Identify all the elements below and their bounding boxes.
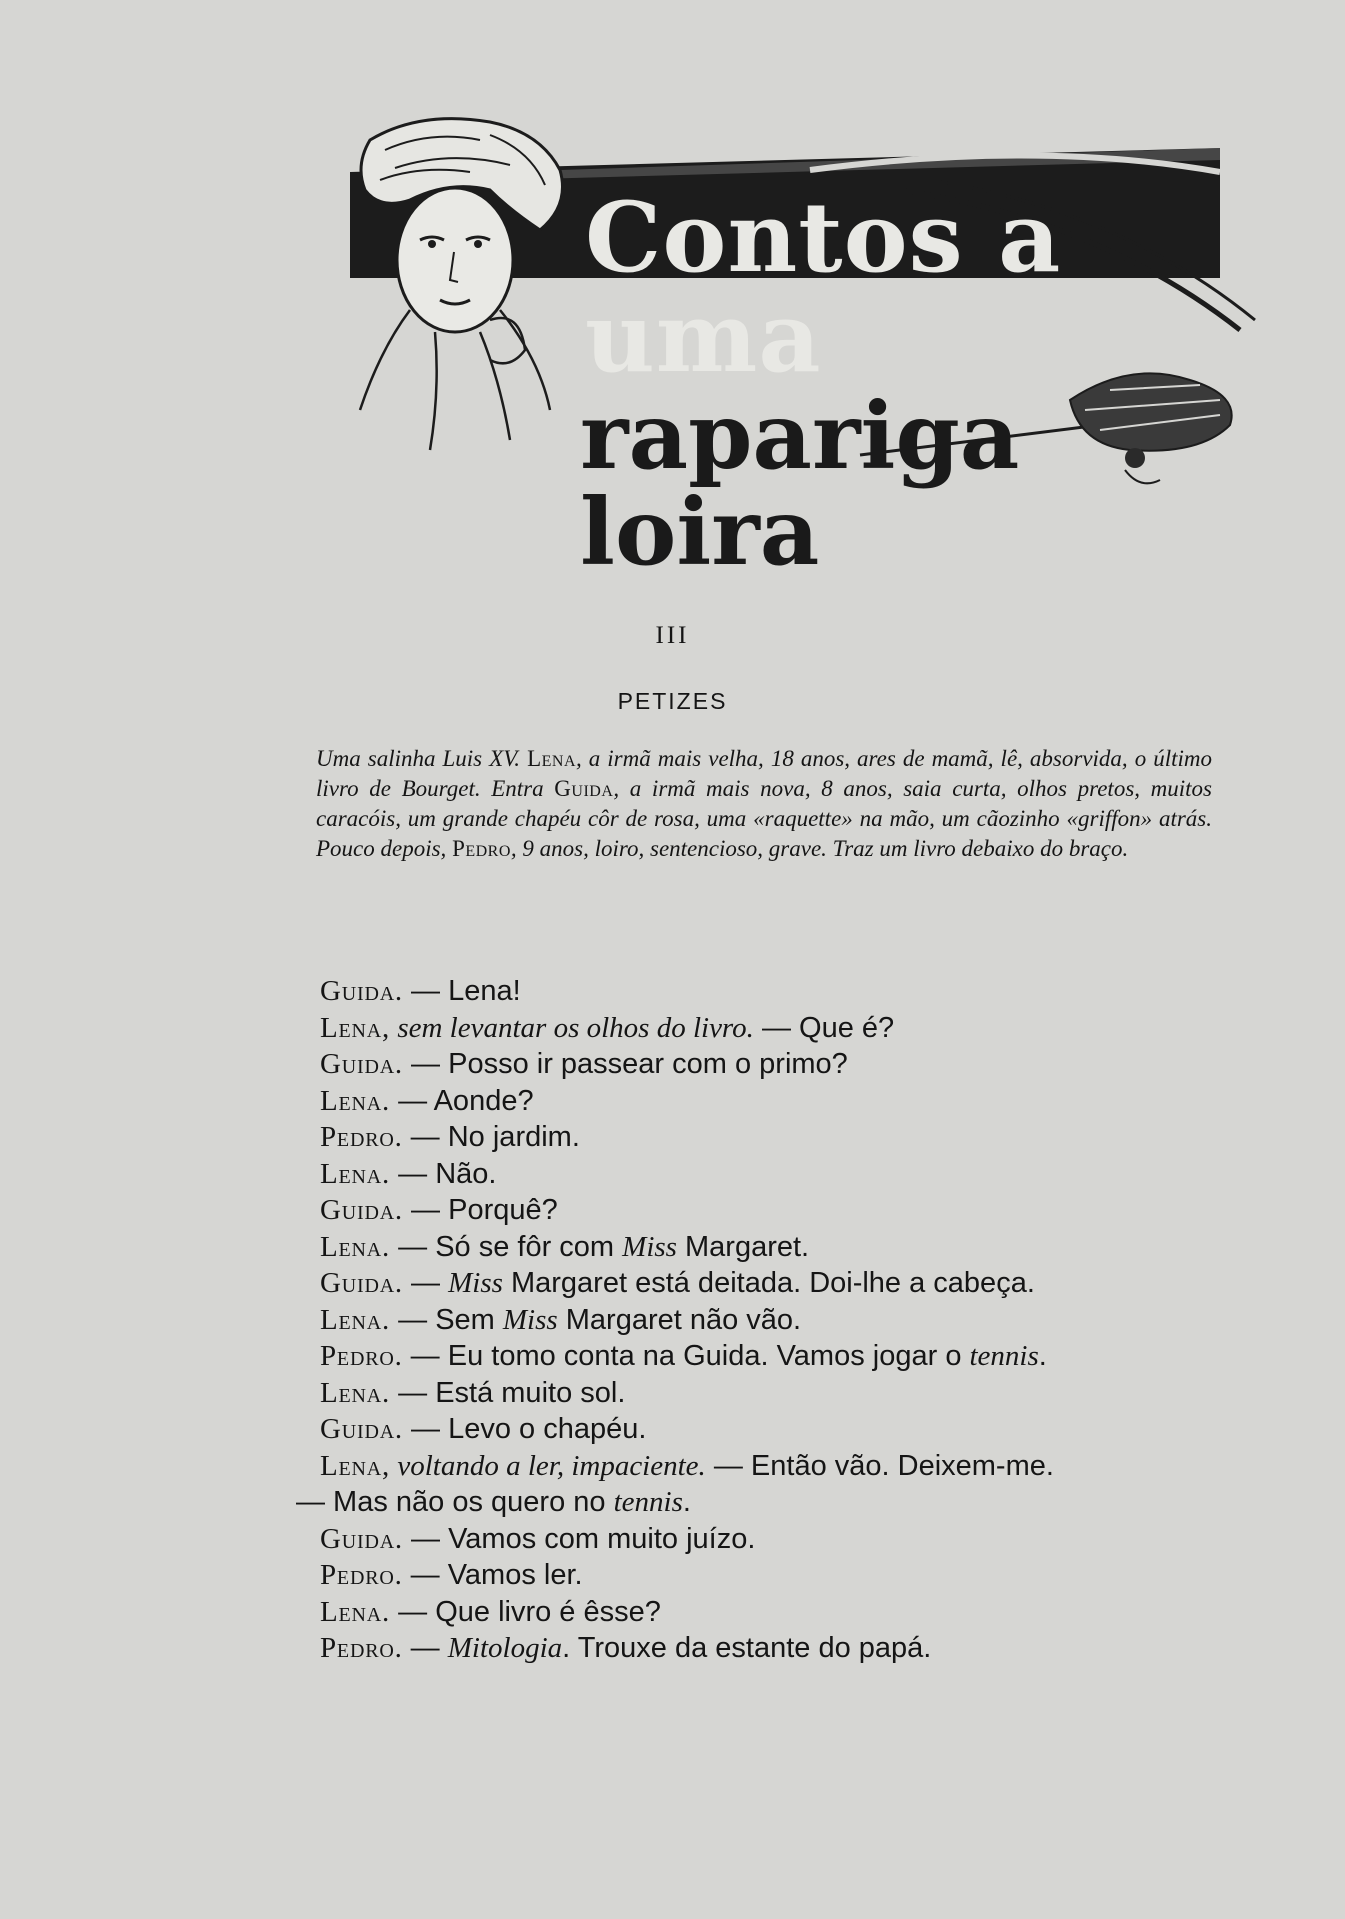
speaker-name: Pedro. — [320, 1632, 403, 1664]
speech-text: — Sem — [390, 1303, 503, 1336]
dialogue-line — [320, 1302, 1220, 1339]
dialogue-line — [320, 1448, 1220, 1485]
speech-text: . Trouxe da estante do papá. — [562, 1632, 932, 1664]
speaker-name: Pedro. — [320, 1340, 403, 1372]
chapter-title: PETIZES — [617, 688, 728, 714]
character-lena: Lena — [527, 746, 576, 771]
speaker-name: Lena, — [320, 1449, 391, 1482]
speech-text: — Posso ir passear com o primo? — [402, 1048, 848, 1080]
speech-text: — Que é? — [753, 1011, 895, 1044]
title-line-2: rapariga loira — [580, 382, 1020, 586]
speech-text: . — [682, 1486, 691, 1518]
speaker-name: Lena. — [320, 1230, 391, 1263]
speech-text: Miss — [502, 1303, 558, 1336]
speech-text: Margaret não vão. — [557, 1303, 802, 1336]
dialogue-line — [320, 1119, 1220, 1156]
speech-text: tennis — [969, 1340, 1039, 1372]
dialogue-line — [320, 1630, 1220, 1667]
dialogue-line — [320, 1229, 1220, 1266]
speech-text: — — [402, 1267, 449, 1299]
dialogue-line — [320, 1338, 1220, 1375]
speech-text: — Eu tomo conta na Guida. Vamos jogar o — [402, 1340, 970, 1372]
speech-text: — Levo o chapéu. — [402, 1413, 647, 1445]
dialogue-line — [320, 1192, 1220, 1229]
speaker-name: Guida. — [320, 1413, 403, 1445]
speech-text: — Vamos ler. — [402, 1559, 583, 1591]
girl-portrait — [360, 119, 563, 450]
dialogue-line — [320, 973, 1220, 1010]
speaker-name: Lena. — [320, 1376, 391, 1409]
speech-text: Margaret. — [676, 1230, 810, 1263]
speech-text: — — [402, 1632, 448, 1664]
dialogue — [296, 973, 1220, 1667]
speech-text: — Não. — [390, 1157, 497, 1190]
speech-text: — Só se fôr com — [390, 1230, 623, 1263]
character-guida: Guida — [554, 776, 614, 801]
dialogue-line — [320, 1594, 1220, 1631]
decorative-title — [580, 181, 1225, 586]
speaker-name: Pedro. — [320, 1559, 403, 1591]
speaker-name: Guida. — [320, 1522, 403, 1555]
dialogue-line — [320, 1521, 1220, 1558]
dialogue-line — [320, 1083, 1220, 1120]
speaker-name: Guida. — [320, 1048, 403, 1080]
speech-text: Miss — [448, 1267, 503, 1299]
speech-text: — Porquê? — [402, 1194, 558, 1226]
speaker-name: Lena. — [320, 1303, 391, 1336]
dialogue-line — [320, 1046, 1220, 1083]
speaker-name: Guida. — [320, 975, 403, 1007]
speaker-name: Guida. — [320, 1194, 403, 1226]
speech-text: Margaret está deitada. Doi-lhe a cabeça. — [502, 1267, 1035, 1299]
speech-text: — Então vão. Deixem-me. — [705, 1449, 1054, 1482]
speaker-name: Guida. — [320, 1267, 403, 1299]
dialogue-line — [320, 1156, 1220, 1193]
title-line-1: Contos a uma — [585, 181, 1062, 394]
speaker-name: Lena. — [320, 1595, 391, 1628]
speech-text: tennis — [613, 1486, 683, 1518]
stage-note: sem levantar os olhos do livro. — [390, 1011, 754, 1044]
dialogue-line — [320, 1010, 1220, 1047]
stage-direction: Uma salinha Luis XV. Lena, a irmã mais velha, 18 anos, ares de mamã, lê, absorvida, o último livro de Bourget. Entra Guida, a irmã mais nova, 8 anos, saia curta, olhos pretos, muitos caracóis, um grande chapéu côr de rosa, uma «raquette» na mão, um cãozinho «griffon» atrás. Pouco depois, Pedro, 9 anos, loiro, sentencioso, grave. Traz um livro debaixo do braço. — [316, 746, 1213, 861]
dialogue-line — [320, 1411, 1220, 1448]
stage-note: voltando a ler, impaciente. — [390, 1449, 706, 1482]
dialogue-line — [320, 1265, 1220, 1302]
dialogue-line — [320, 1375, 1220, 1412]
speech-text: — Mas não os quero no — [296, 1486, 614, 1518]
speaker-name: Lena. — [320, 1084, 391, 1117]
speech-text: — Lena! — [402, 975, 521, 1007]
dialogue-line — [296, 1484, 1220, 1521]
speech-text: — Está muito sol. — [390, 1376, 626, 1409]
speech-text: — No jardim. — [402, 1121, 580, 1153]
speaker-name: Lena. — [320, 1157, 391, 1190]
speaker-name: Lena, — [320, 1011, 391, 1044]
character-pedro: Pedro — [452, 836, 511, 861]
speech-text: Mitologia — [447, 1632, 563, 1664]
speaker-name: Pedro. — [320, 1121, 403, 1153]
speech-text: — Vamos com muito juízo. — [402, 1522, 756, 1555]
speech-text: — Aonde? — [390, 1084, 534, 1117]
speech-text: Miss — [622, 1230, 677, 1263]
speech-text: — Que livro é êsse? — [390, 1595, 661, 1628]
chapter-number: III — [655, 622, 690, 649]
speech-text: . — [1038, 1340, 1047, 1372]
dialogue-line — [320, 1557, 1220, 1594]
